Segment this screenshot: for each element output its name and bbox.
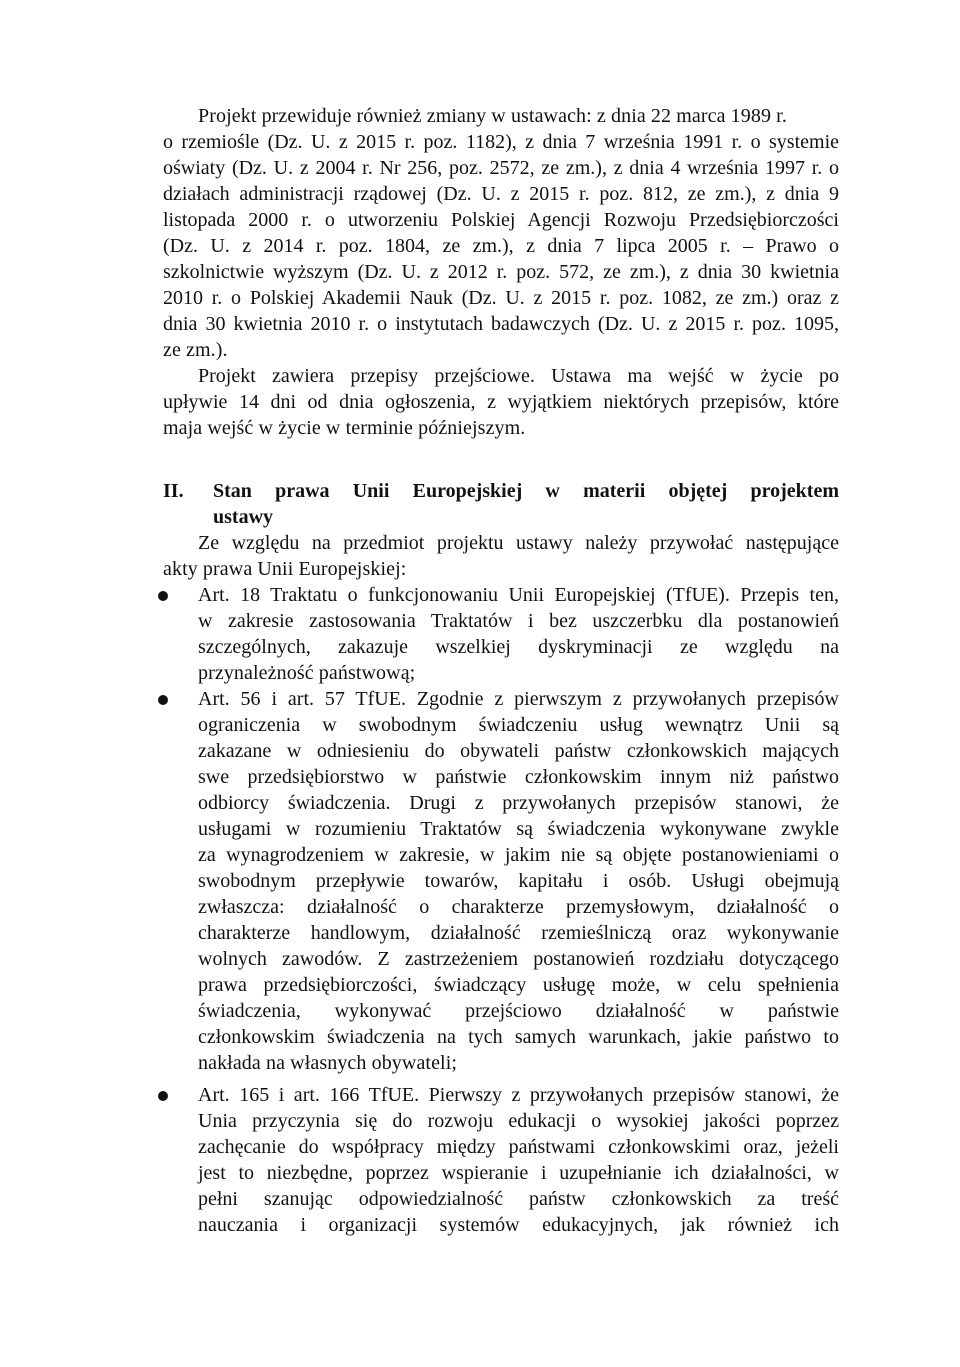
paragraph-line: maja wejść w życie w terminie późniejszym. <box>163 417 526 439</box>
list-item-line: zakazane w odniesieniu do obywateli państw członkowskich mających <box>198 740 839 762</box>
section-title: Stan prawa Unii Europejskiej w materii objętej projektem <box>213 480 839 502</box>
paragraph-line: Ze względu na przedmiot projektu ustawy należy przywołać następujące <box>198 532 839 554</box>
paragraph-line: akty prawa Unii Europejskiej: <box>163 558 407 580</box>
list-item-line: szczególnych, zakazuje wszelkiej dyskryminacji ze względu na <box>198 636 839 658</box>
section-number: II. <box>163 480 184 502</box>
list-item-line: w zakresie zastosowania Traktatów i bez uszczerbku dla postanowień <box>198 610 839 632</box>
paragraph-line: ze zm.). <box>163 339 228 361</box>
list-item-line: pełni szanując odpowiedzialność państw członkowskich za treść <box>198 1188 839 1210</box>
list-item-line: zwłaszcza: działalność o charakterze przemysłowym, działalność o <box>198 896 839 918</box>
paragraph-line: Projekt zawiera przepisy przejściowe. Ustawa ma wejść w życie po <box>198 365 839 387</box>
list-item-line: Art. 165 i art. 166 TfUE. Pierwszy z przywołanych przepisów stanowi, że <box>198 1084 839 1106</box>
list-item-line: wolnych zawodów. Z zastrzeżeniem postanowień rozdziału dotyczącego <box>198 948 839 970</box>
bullet-dot-icon <box>158 1091 168 1101</box>
list-item-line: Unia przyczynia się do rozwoju edukacji o wysokiej jakości poprzez <box>198 1110 839 1132</box>
list-item-line: swe przedsiębiorstwo w państwie członkowskim innym niż państwo <box>198 766 839 788</box>
list-item-line: za wynagrodzeniem w zakresie, w jakim nie są objęte postanowieniami o <box>198 844 839 866</box>
list-item-line: świadczenia, wykonywać przejściowo działalność w państwie <box>198 1000 839 1022</box>
list-item-line: swobodnym przepływie towarów, kapitału i osób. Usługi obejmują <box>198 870 839 892</box>
list-item-line: usługami w rozumieniu Traktatów są świadczenia wykonywane zwykle <box>198 818 839 840</box>
bullet-dot-icon <box>158 695 168 705</box>
list-item-line: Art. 18 Traktatu o funkcjonowaniu Unii Europejskiej (TfUE). Przepis ten, <box>198 584 839 606</box>
paragraph-line: (Dz. U. z 2014 r. poz. 1804, ze zm.), z dnia 7 lipca 2005 r. – Prawo o <box>163 235 839 257</box>
paragraph-line: oświaty (Dz. U. z 2004 r. Nr 256, poz. 2572, ze zm.), z dnia 4 września 1997 r. o <box>163 157 839 179</box>
paragraph-line: 2010 r. o Polskiej Akademii Nauk (Dz. U. z 2015 r. poz. 1082, ze zm.) oraz z <box>163 287 839 309</box>
list-item-line: przynależność państwową; <box>198 662 416 684</box>
list-item-line: prawa przedsiębiorczości, świadczący usługę może, w celu spełnienia <box>198 974 839 996</box>
list-item-line: członkowskim świadczenia na tych samych warunkach, jakie państwo to <box>198 1026 839 1048</box>
section-title-continued: ustawy <box>213 506 274 528</box>
paragraph-line: działach administracji rządowej (Dz. U. z 2015 r. poz. 812, ze zm.), z dnia 9 <box>163 183 839 205</box>
list-item-line: nakłada na własnych obywateli; <box>198 1052 458 1074</box>
paragraph-line: szkolnictwie wyższym (Dz. U. z 2012 r. poz. 572, ze zm.), z dnia 30 kwietnia <box>163 261 839 283</box>
list-item-line: Art. 56 i art. 57 TfUE. Zgodnie z pierwszym z przywołanych przepisów <box>198 688 839 710</box>
list-item-line: jest to niezbędne, poprzez wspieranie i uzupełnianie ich działalności, w <box>198 1162 839 1184</box>
paragraph-line: upływie 14 dni od dnia ogłoszenia, z wyjątkiem niektórych przepisów, które <box>163 391 839 413</box>
list-item-line: zachęcanie do współpracy między państwami członkowskimi oraz, jeżeli <box>198 1136 839 1158</box>
bullet-dot-icon <box>158 591 168 601</box>
paragraph-line: Projekt przewiduje również zmiany w ustawach: z dnia 22 marca 1989 r. <box>198 105 787 127</box>
paragraph-line: o rzemiośle (Dz. U. z 2015 r. poz. 1182), z dnia 7 września 1991 r. o systemie <box>163 131 839 153</box>
list-item-line: odbiorcy świadczenia. Drugi z przywołanych przepisów stanowi, że <box>198 792 839 814</box>
list-item-line: charakterze handlowym, działalność rzemieślniczą oraz wykonywanie <box>198 922 839 944</box>
paragraph-line: dnia 30 kwietnia 2010 r. o instytutach badawczych (Dz. U. z 2015 r. poz. 1095, <box>163 313 839 335</box>
paragraph-line: listopada 2000 r. o utworzeniu Polskiej Agencji Rozwoju Przedsiębiorczości <box>163 209 839 231</box>
list-item-line: nauczania i organizacji systemów edukacyjnych, jak również ich <box>198 1214 839 1236</box>
list-item-line: ograniczenia w swobodnym świadczeniu usług wewnątrz Unii są <box>198 714 839 736</box>
